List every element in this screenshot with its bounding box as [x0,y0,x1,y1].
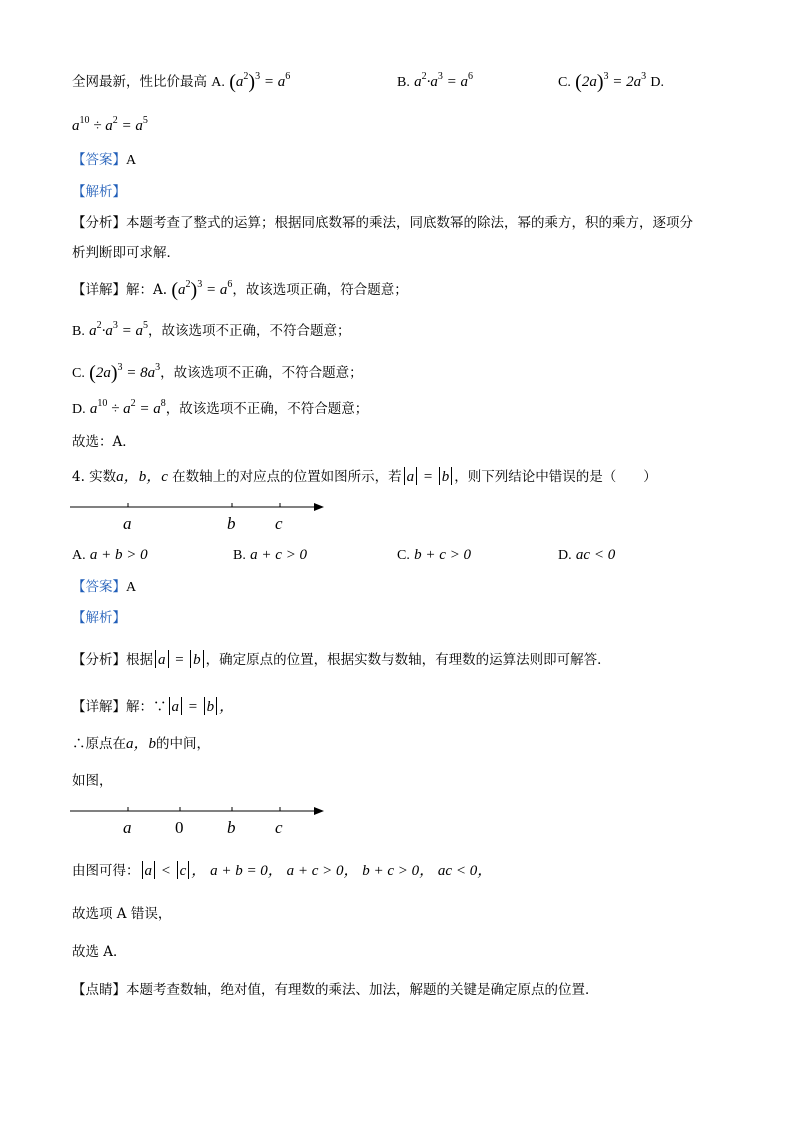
option-b [397,72,473,93]
jiexi-tag: 【解析】 [72,184,126,200]
q4-therefore-b: 的中间， [156,736,211,752]
option-a-label: A. [211,75,225,90]
q4-option-d [558,545,615,566]
detail-d-label: D. [72,402,86,417]
q4-xiangjie-row [72,697,234,717]
q4-jiexi-tag: 【解析】 [72,610,126,626]
fenxi-tag: 【分析】 [72,215,126,231]
q3-options-row1 [72,72,290,93]
q4-stem-a: 4. 实数 [72,469,117,485]
answer-value: A [126,153,137,168]
number-line-1 [66,496,336,538]
q4-option-c-label: C. [397,548,410,563]
detail-a-tail: ，故该选项正确，符合题意； [232,282,408,298]
option-b-expr: $a^2\cdot a^3 = a^6$ [414,71,474,90]
q4-fenxi-a: 根据 [126,652,153,668]
q4-answer-value: A [126,580,137,595]
q4-rutu: 如图， [72,773,113,789]
fenxi-row-2 [72,243,180,263]
q4-option-c [397,545,471,566]
q4-xiangjie-cond: a = b ， [167,699,235,715]
q4-dianjing-text: 本题考查数轴，绝对值，有理数的乘法、加法，解题的关键是确定原点的位置． [126,982,599,998]
answer-row [72,150,136,171]
detail-b-tail: ，故该选项不正确，不符合题意； [148,323,351,339]
detail-b-row [72,321,351,342]
number-line-2 [66,800,336,842]
q4-therefore-row [72,734,210,754]
detail-d-row [72,399,368,420]
nl2-label-b: b [227,818,236,837]
option-a-expr: $(a^2)^3 = a^6$ [229,71,291,93]
q4-option-a-label: A. [72,548,86,563]
detail-c-expr: $(2a)^3 = 8a^3$ [89,362,161,384]
q4-xiangjie-a: 解：∵ [126,699,167,715]
q4-stem-c: ，则下列结论中错误的是（ ） [454,469,657,485]
q4-option-d-label: D. [558,548,572,563]
q4-option-b-expr: a + c > 0 [250,547,308,563]
q4-youtu-row [72,861,492,881]
xiangjie-prefix: 解：A. [126,282,168,298]
nl1-label-a: a [123,514,132,533]
intro-text: 全网最新，性比价最高 [72,74,207,90]
q4-stem-cond: a = b [402,469,455,485]
nl1-label-b: b [227,514,236,533]
detail-d-expr: $a^{10} \div a^2 = a^8$ [89,398,166,417]
q4-youtu-expr: a < c ， a + b = 0， a + c > 0， b + c > 0， ac < 0， [140,863,493,879]
nl1-label-c: c [275,514,283,533]
jiexi-row [72,182,126,202]
q4-cuowu-row [72,904,171,924]
xiangjie-tag: 【详解】 [72,282,126,298]
q4-fenxi-row [72,650,611,670]
q4-answer-tag: 【答案】 [72,579,126,595]
q4-conclusion-row [72,942,127,962]
fenxi-text-2: 析判断即可求解． [72,245,180,261]
q4-stem [72,467,657,487]
q4-xiangjie-tag: 【详解】 [72,699,126,715]
option-c-expr: $(2a)^3 = 2a^3$ [575,71,647,93]
detail-b-expr: $a^2\cdot a^3 = a^5$ [89,320,149,339]
option-c-label: C. [558,75,571,90]
detail-d-tail: ，故该选项不正确，不符合题意； [165,401,369,417]
q4-fenxi-cond: a = b [153,652,206,668]
q4-therefore-vars: a，b [126,736,157,752]
q4-option-b [233,545,307,566]
q4-option-a-expr: a + b > 0 [89,547,148,563]
detail-a-row [72,280,408,300]
q4-option-c-expr: b + c > 0 [414,547,472,563]
q4-fenxi-b: ，确定原点的位置，根据实数与数轴，有理数的运算法则即可解答． [205,652,611,668]
q4-option-a [72,545,148,566]
q4-therefore-a: ∴原点在 [72,736,126,752]
q4-cuowu: 故选项 A 错误， [72,906,172,922]
nl2-label-0: 0 [175,818,184,837]
q4-rutu-row [72,771,113,791]
q4-dianjing-tag: 【点睛】 [72,982,126,998]
q4-youtu: 由图可得： [72,863,140,879]
q4-stem-vars: a，b，c [116,469,168,485]
q4-stem-b: 在数轴上的对应点的位置如图所示，若 [172,469,402,485]
detail-a-expr: $(a^2)^3 = a^6$ [171,279,233,301]
option-b-label: B. [397,75,410,90]
fenxi-row [72,213,693,233]
q4-answer-row [72,577,136,598]
detail-b-label: B. [72,324,85,339]
detail-c-label: C. [72,366,85,381]
q3-conclusion [72,432,136,452]
q4-conclusion: 故选 A． [72,944,127,960]
option-d-expr: $a^{10} \div a^2 = a^5$ [72,115,148,134]
option-d-label: D. [650,75,665,90]
q4-jiexi-row [72,608,126,628]
detail-c-tail: ，故该选项不正确，不符合题意； [160,365,363,381]
option-c [558,72,664,93]
detail-c-row [72,363,363,384]
q4-dianjing-row [72,980,599,1000]
q4-option-d-expr: ac < 0 [575,547,616,563]
nl2-label-c: c [275,818,283,837]
q4-fenxi-tag: 【分析】 [72,652,126,668]
q4-option-b-label: B. [233,548,246,563]
q3-conclusion-text: 故选：A． [72,434,136,450]
fenxi-text-1: 本题考查了整式的运算；根据同底数幂的乘法，同底数幂的除法，幂的乘方，积的乘方，逐项分 [126,215,693,231]
nl2-label-a: a [123,818,132,837]
answer-tag: 【答案】 [72,152,126,168]
